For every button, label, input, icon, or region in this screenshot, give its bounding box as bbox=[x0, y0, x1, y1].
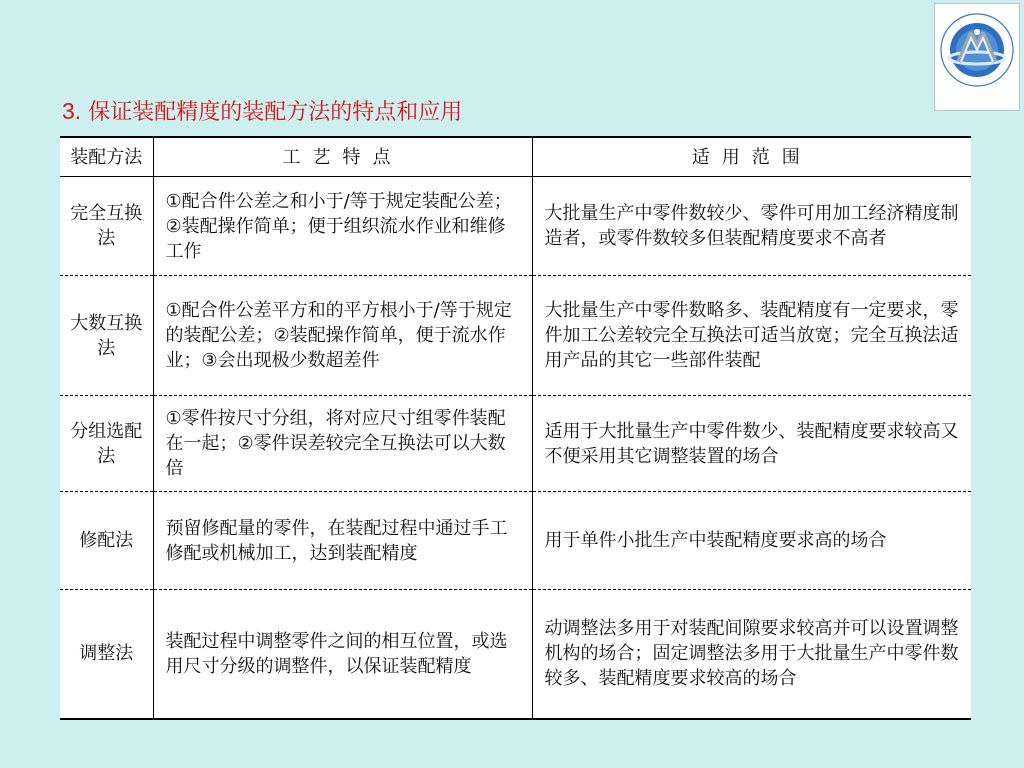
technology-cell bbox=[153, 396, 532, 492]
technology-text: ①配合件公差之和小于/等于规定装配公差；②装配操作简单；便于组织流水作业和维修工作 bbox=[165, 190, 512, 262]
header-scope: 适用范围 bbox=[532, 137, 971, 177]
scope-cell bbox=[532, 492, 971, 590]
table-row bbox=[60, 276, 971, 396]
assembly-methods-table bbox=[60, 136, 971, 720]
method-name: 大数互换法 bbox=[70, 312, 143, 359]
university-logo bbox=[934, 3, 1020, 111]
technology-cell bbox=[153, 177, 532, 276]
scope-text: 适用于大批量生产中零件数少、装配精度要求较高又不便采用其它调整装置的场合 bbox=[544, 420, 959, 467]
method-cell bbox=[60, 492, 153, 590]
technology-cell bbox=[153, 276, 532, 396]
method-cell bbox=[60, 396, 153, 492]
technology-cell bbox=[153, 492, 532, 590]
technology-text: ①配合件公差平方和的平方根小于/等于规定的装配公差；②装配操作简单，便于流水作业；③会出现极少数超差件 bbox=[165, 300, 512, 371]
scope-cell bbox=[532, 396, 971, 492]
method-cell bbox=[60, 590, 153, 719]
header-technology: 工艺特点 bbox=[153, 137, 532, 177]
slide-title bbox=[62, 96, 462, 128]
table-row bbox=[60, 396, 971, 492]
technology-cell bbox=[153, 590, 532, 719]
scope-cell bbox=[532, 177, 971, 276]
method-cell bbox=[60, 276, 153, 396]
method-name: 分组选配法 bbox=[70, 420, 143, 467]
technology-text: ①零件按尺寸分组，将对应尺寸组零件装配在一起；②零件误差较完全互换法可以大数倍 bbox=[165, 408, 506, 479]
technology-text: 装配过程中调整零件之间的相互位置，或选用尺寸分级的调整件，以保证装配精度 bbox=[165, 630, 508, 677]
scope-text: 大批量生产中零件数较少、零件可用加工经济精度制造者，或零件数较多但装配精度要求不高者 bbox=[544, 203, 959, 249]
scope-text: 用于单件小批生产中装配精度要求高的场合 bbox=[544, 530, 887, 551]
method-name: 调整法 bbox=[79, 643, 134, 665]
title-number: 3. bbox=[62, 98, 82, 124]
title-text: 保证装配精度的装配方法的特点和应用 bbox=[88, 100, 463, 125]
table-row bbox=[60, 177, 971, 276]
scope-cell bbox=[532, 276, 971, 396]
scope-text: 大批量生产中零件数略多、装配精度有一定要求，零件加工公差较完全互换法可适当放宽；完全互换法适用产品的其它一些部件装配 bbox=[544, 300, 959, 371]
method-name: 修配法 bbox=[79, 530, 134, 551]
table-row bbox=[60, 492, 971, 590]
method-cell bbox=[60, 177, 153, 276]
table-row bbox=[60, 590, 971, 719]
scope-cell bbox=[532, 590, 971, 719]
university-emblem-icon bbox=[935, 4, 1019, 110]
technology-text: 预留修配量的零件，在装配过程中通过手工修配或机械加工，达到装配精度 bbox=[165, 517, 508, 564]
table-header-row bbox=[60, 137, 971, 177]
header-method: 装配方法 bbox=[60, 137, 153, 177]
scope-text: 动调整法多用于对装配间隙要求较高并可以设置调整机构的场合；固定调整法多用于大批量生产中零件数较多、装配精度要求较高的场合 bbox=[544, 618, 959, 690]
method-name: 完全互换法 bbox=[70, 203, 143, 249]
